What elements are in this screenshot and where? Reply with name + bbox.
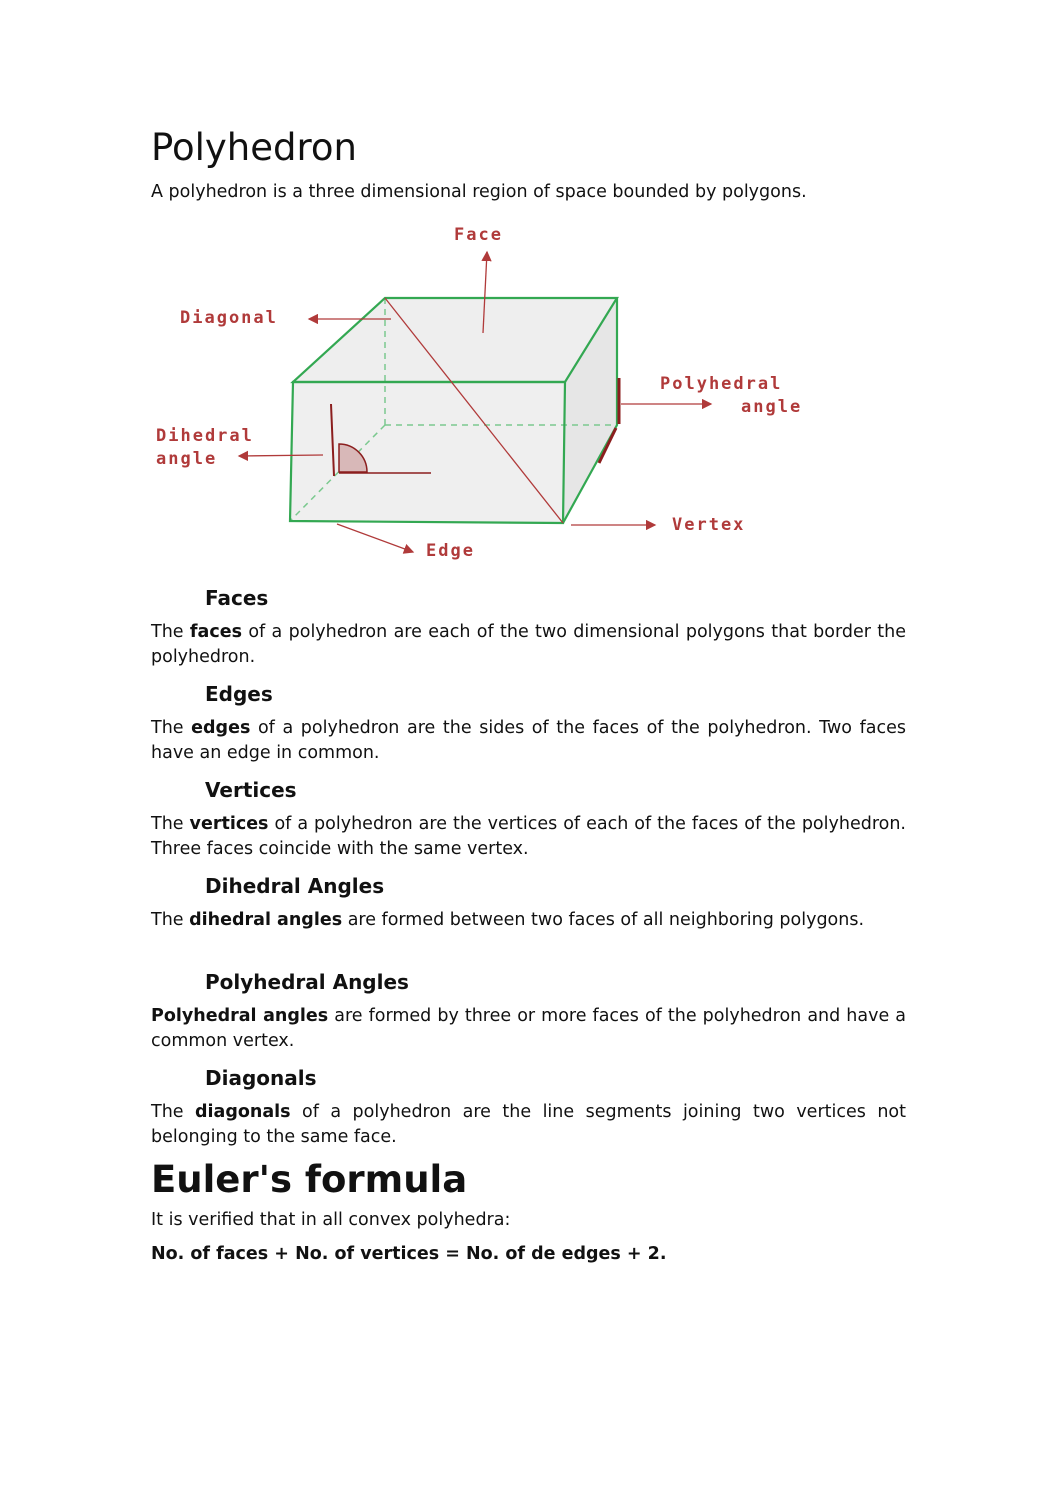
section-body: The faces of a polyhedron are each of the two dimensional polygons that border the polyhedron. <box>151 622 906 667</box>
label-face: Face <box>454 225 503 245</box>
intro-paragraph: A polyhedron is a three dimensional region of space bounded by polygons. <box>151 182 807 202</box>
section-heading: Vertices <box>205 778 297 802</box>
section-vertices <box>151 777 906 862</box>
label-dihedral-angle-line1: Dihedral <box>156 426 254 446</box>
section-body: The edges of a polyhedron are the sides of the faces of the polyhedron. Two faces have an edge in common. <box>151 718 906 763</box>
page-title: Polyhedron <box>151 126 357 169</box>
top-face <box>293 298 617 382</box>
section-polyhedral-angles <box>151 969 906 1054</box>
front-face <box>290 382 565 523</box>
section-heading: Diagonals <box>205 1066 317 1090</box>
polyhedron-diagram <box>151 218 831 568</box>
label-polyhedral-angle-line1: Polyhedral <box>660 374 783 394</box>
section-body: The dihedral angles are formed between two faces of all neighboring polygons. <box>151 910 865 930</box>
section-body: The vertices of a polyhedron are the vertices of each of the faces of the polyhedron. Three faces coincide with the same vertex. <box>151 814 906 859</box>
section-edges <box>151 681 906 766</box>
section-heading: Edges <box>205 682 273 706</box>
section-heading: Faces <box>205 586 269 610</box>
label-diagonal: Diagonal <box>180 308 278 328</box>
edge-arrow <box>337 524 413 552</box>
section-heading: Polyhedral Angles <box>205 970 409 994</box>
label-dihedral-angle-line2: angle <box>156 449 218 469</box>
section-faces <box>151 585 906 670</box>
label-edge: Edge <box>426 541 475 561</box>
section-body: Polyhedral angles are formed by three or more faces of the polyhedron and have a common vertex. <box>151 1006 907 1051</box>
euler-heading: Euler's formula <box>151 1158 468 1201</box>
section-body: The diagonals of a polyhedron are the line segments joining two vertices not belonging to the same face. <box>151 1102 906 1147</box>
section-dihedral-angles <box>151 873 906 933</box>
section-heading: Dihedral Angles <box>205 874 385 898</box>
euler-text: It is verified that in all convex polyhedra: <box>151 1210 511 1230</box>
euler-formula: No. of faces + No. of vertices = No. of de edges + 2. <box>151 1244 667 1264</box>
label-vertex: Vertex <box>672 515 746 535</box>
section-diagonals <box>151 1065 906 1150</box>
label-polyhedral-angle-line2: angle <box>741 397 803 417</box>
